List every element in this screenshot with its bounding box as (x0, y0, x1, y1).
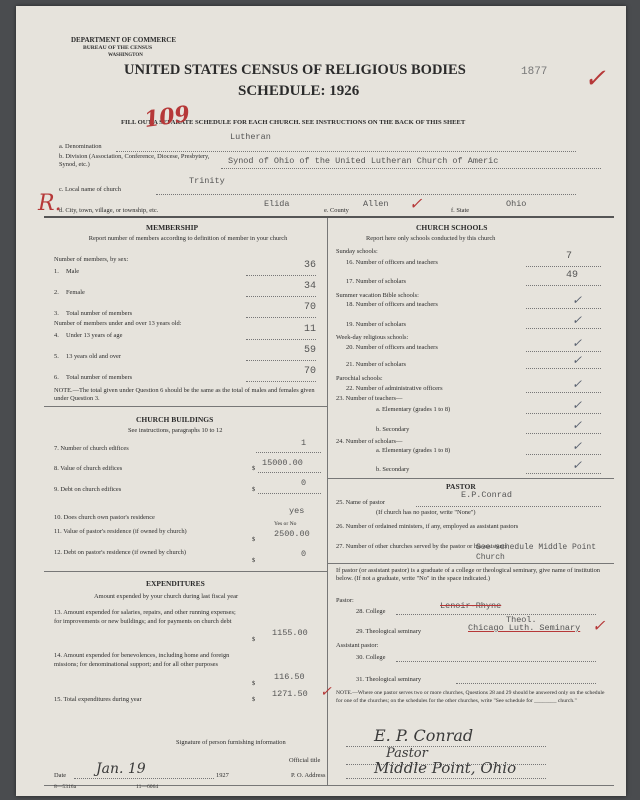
q28-label: 28. College (356, 608, 386, 615)
member-row-number: 3. (54, 310, 59, 317)
school-row-label: Parochial schools: (336, 375, 383, 382)
q15-label: 15. Total expenditures during year (54, 696, 142, 703)
member-row-number: 4. (54, 332, 59, 339)
grad-instruction: If pastor (or assistant pastor) is a graduate of a college or theological seminary, give name of institution below. (If not a graduate, write "No" in the space indicated.) (336, 567, 601, 582)
member-row-label: Male (66, 268, 80, 275)
q25-note: (If church has no pastor, write "None") (376, 509, 476, 516)
member-row-line (246, 296, 316, 297)
q7-value: 1 (301, 438, 307, 448)
q29-value: Chicago Luth. Seminary (468, 623, 581, 633)
q9-label: 9. Debt on church edifices (54, 486, 122, 493)
q7-label: 7. Number of church edifices (54, 445, 129, 452)
r-mark: R. (38, 191, 62, 216)
city-label: d. City, town, village, or township, etc. (59, 207, 159, 214)
school-row-label: 20. Number of officers and teachers (346, 344, 438, 351)
school-row-check: ✓ (572, 293, 583, 307)
member-row-number: 6. (54, 374, 59, 381)
q31-label: 31. Theological seminary (356, 676, 422, 683)
q8-label: 8. Value of church edifices (54, 465, 123, 472)
official-title-label: Official title (289, 757, 321, 764)
school-row-label: a. Elementary (grades 1 to 8) (376, 406, 451, 413)
school-row-value: 7 (566, 251, 573, 262)
rule-buildings (44, 406, 327, 407)
school-row-check: ✓ (572, 377, 583, 391)
check-mark: ✓ (584, 64, 606, 94)
school-row-line (526, 454, 601, 455)
member-row-line (246, 275, 316, 276)
signature-line (346, 746, 546, 747)
signature-value: E. P. Conrad (374, 726, 474, 745)
school-row-label: Week-day religious schools: (336, 334, 409, 341)
q8-value: 15000.00 (262, 458, 303, 468)
school-row-line (526, 368, 601, 369)
q14-label: 14. Amount expended for benevolences, including home and foreign missions; for denominational support; and for all other purposes (54, 652, 230, 668)
school-row-line (526, 266, 601, 267)
school-row-check: ✓ (572, 353, 583, 367)
q12-value: 0 (301, 549, 307, 559)
expenditures-intro: Amount expended by your church during last fiscal year (94, 593, 239, 600)
form-title: UNITED STATES CENSUS OF RELIGIOUS BODIES (124, 62, 466, 78)
q30-line (396, 661, 596, 662)
member-row-label: Female (66, 289, 85, 296)
q15-check: ✓ (320, 684, 332, 700)
buildings-intro: See instructions, paragraphs 10 to 12 (128, 427, 223, 434)
member-row-label: Total number of members (66, 374, 133, 381)
school-row-line (526, 285, 601, 286)
school-row-check: ✓ (572, 458, 583, 472)
dept-name: DEPARTMENT OF COMMERCE (71, 36, 177, 44)
schools-title: CHURCH SCHOOLS (416, 223, 488, 232)
school-row-label: 18. Number of officers and teachers (346, 301, 438, 308)
fillout-instruction: FILL OUT A SEPARATE SCHEDULE FOR EACH CHURCH. SEE INSTRUCTIONS ON THE BACK OF THIS SHEET (121, 119, 466, 126)
q14-value: 116.50 (274, 672, 305, 682)
school-row-line (526, 328, 601, 329)
member-row-value: 11 (304, 324, 317, 335)
school-row-label: b. Secondary (376, 466, 410, 473)
q7-line (256, 452, 321, 453)
school-row-check: ✓ (572, 418, 583, 432)
school-row-label: 22. Number of administrative officers (346, 385, 443, 392)
red-mark: 109 (142, 100, 192, 134)
q27-value: See schedule Middle Point Church (476, 543, 597, 562)
county-value: Allen (363, 199, 389, 209)
q13-value: 1155.00 (272, 628, 308, 638)
school-row-line (526, 413, 601, 414)
top-rule (44, 216, 614, 218)
school-row-label: 17. Number of scholars (346, 278, 406, 285)
yes-no-hint: Yes or No (274, 521, 297, 527)
pastor-title: PASTOR (446, 482, 476, 491)
city-name: WASHINGTON (108, 53, 143, 58)
bureau-name: BUREAU OF THE CENSUS (83, 45, 153, 51)
po-line (346, 778, 546, 779)
q10-label: 10. Does church own pastor's residence (54, 514, 155, 521)
by-age-label: Number of members under and over 13 years old: (54, 320, 182, 327)
denomination-label: a. Denomination (59, 143, 102, 150)
q9-line (258, 493, 321, 494)
form-number: 8—5316a (54, 784, 77, 790)
school-row-line (526, 351, 601, 352)
school-row-label: 21. Number of scholars (346, 361, 406, 368)
division-label: b. Division (Association, Conference, Diocese, Presbytery, Synod, etc.) (59, 153, 210, 168)
denomination-line (116, 151, 576, 152)
school-row-line (526, 473, 601, 474)
q31-line (456, 683, 596, 684)
member-row-value: 34 (304, 281, 317, 292)
member-row-label: Total number of members (66, 310, 133, 317)
q12-dollar: $ (252, 557, 256, 564)
q29-label: 29. Theological seminary (356, 628, 422, 635)
schedule-number: 1877 (521, 66, 548, 78)
school-row-label: a. Elementary (grades 1 to 8) (376, 447, 451, 454)
q25-label: 25. Name of pastor (336, 499, 385, 506)
buildings-title: CHURCH BUILDINGS (136, 415, 214, 424)
q11-value: 2500.00 (274, 529, 310, 539)
bottom-rule (44, 785, 614, 786)
date-line (74, 778, 214, 779)
county-label: e. County (324, 207, 349, 214)
po-address-value: Middle Point, Ohio (374, 759, 517, 777)
print-code: 11—6064 (136, 784, 159, 790)
q11-label: 11. Value of pastor's residence (if owned by church) (54, 528, 187, 535)
q28-line (396, 614, 596, 615)
school-row-check: ✓ (572, 313, 583, 327)
q10-value: yes (289, 506, 305, 516)
member-row-line (246, 381, 316, 382)
church-name-line (156, 194, 576, 195)
q13-label: 13. Amount expended for salaries, repairs, and other running expenses; for improvements or new buildings; and for payments on church debt (54, 609, 236, 625)
q25-value: E.P.Conrad (461, 490, 513, 500)
membership-note: NOTE.—The total given under Question 6 should be the same as the total of males and females given under Question 3. (54, 387, 315, 402)
by-sex-label: Number of members, by sex: (54, 256, 129, 263)
school-row-check: ✓ (572, 336, 583, 350)
school-row-check: ✓ (572, 398, 583, 412)
asst-sublabel: Assistant pastor: (336, 642, 379, 649)
date-label: Date (54, 772, 67, 779)
denomination-value: Lutheran (230, 132, 271, 142)
expenditures-title: EXPENDITURES (146, 579, 205, 588)
school-row-label: 24. Number of scholars— (336, 438, 403, 445)
census-schedule (16, 6, 626, 796)
q11-dollar: $ (252, 536, 256, 543)
po-address-label: P. O. Address (291, 772, 326, 779)
member-row-number: 1. (54, 268, 59, 275)
school-row-label: 23. Number of teachers— (336, 395, 403, 402)
church-name-label: c. Local name of church (59, 186, 121, 193)
school-row-label: b. Secondary (376, 426, 410, 433)
rule-pastor (327, 478, 614, 479)
pastor-note: NOTE.—Where one pastor serves two or more churches, Questions 28 and 29 should be answered only on the schedule for one of the churches; on the schedules for the other churches, write "See schedule for ________ church." (336, 690, 605, 704)
member-row-value: 59 (304, 345, 317, 356)
membership-intro: Report number of members according to definition of member in your church (88, 235, 288, 242)
church-name-value: Trinity (189, 176, 225, 186)
school-row-label: 19. Number of scholars (346, 321, 406, 328)
q14-dollar: $ (252, 680, 256, 687)
school-row-value: 49 (566, 270, 579, 281)
member-row-value: 36 (304, 260, 317, 271)
date-year: 1927 (216, 772, 229, 779)
form-subtitle: SCHEDULE: 1926 (238, 83, 360, 99)
state-label: f. State (451, 207, 470, 214)
school-row-check: ✓ (572, 439, 583, 453)
q26-label: 26. Number of ordained ministers, if any, employed as assistant pastors (336, 523, 519, 530)
school-row-line (526, 392, 601, 393)
school-row-line (526, 433, 601, 434)
signature-label: Signature of person furnishing information (176, 739, 286, 746)
q8-line (258, 472, 321, 473)
q28-value: Lenoir-Rhyne (440, 601, 502, 611)
schools-intro: Report here only schools conducted by this church (366, 235, 496, 242)
membership-title: MEMBERSHIP (146, 223, 199, 232)
q12-label: 12. Debt on pastor's residence (if owned by church) (54, 549, 186, 556)
q25-line (416, 506, 601, 507)
q30-label: 30. College (356, 654, 386, 661)
q29-check: ✓ (592, 616, 606, 635)
school-row-line (526, 308, 601, 309)
member-row-line (246, 339, 316, 340)
school-row-label: Summer vacation Bible schools: (336, 292, 419, 299)
rule-expend (44, 571, 327, 572)
q9-value: 0 (301, 478, 307, 488)
member-row-value: 70 (304, 366, 317, 377)
member-row-number: 5. (54, 353, 59, 360)
school-row-label: 16. Number of officers and teachers (346, 259, 438, 266)
date-value: Jan. 19 (96, 761, 146, 777)
member-row-label: 13 years old and over (66, 353, 122, 360)
city-value: Elida (264, 199, 290, 209)
state-value: Ohio (506, 199, 527, 209)
division-line (221, 168, 601, 169)
county-check: ✓ (409, 194, 423, 213)
q15-value: 1271.50 (272, 689, 308, 699)
rule-grad (327, 563, 614, 564)
member-row-value: 70 (304, 302, 317, 313)
q13-dollar: $ (252, 636, 256, 643)
school-row-label: Sunday schools: (336, 248, 378, 255)
member-row-number: 2. (54, 289, 59, 296)
division-value: Synod of Ohio of the United Lutheran Church of Americ (228, 156, 499, 166)
official-title-value: Pastor (386, 746, 428, 761)
pastor-sublabel: Pastor: (336, 597, 354, 604)
q8-dollar: $ (252, 465, 256, 472)
member-row-label: Under 13 years of age (66, 332, 123, 339)
q15-dollar: $ (252, 696, 256, 703)
q29-extra: Theol. (506, 615, 537, 625)
member-row-line (246, 360, 316, 361)
q9-dollar: $ (252, 486, 256, 493)
member-row-line (246, 317, 316, 318)
q27-label: 27. Number of other churches served by the pastor or his assistants (336, 543, 508, 550)
